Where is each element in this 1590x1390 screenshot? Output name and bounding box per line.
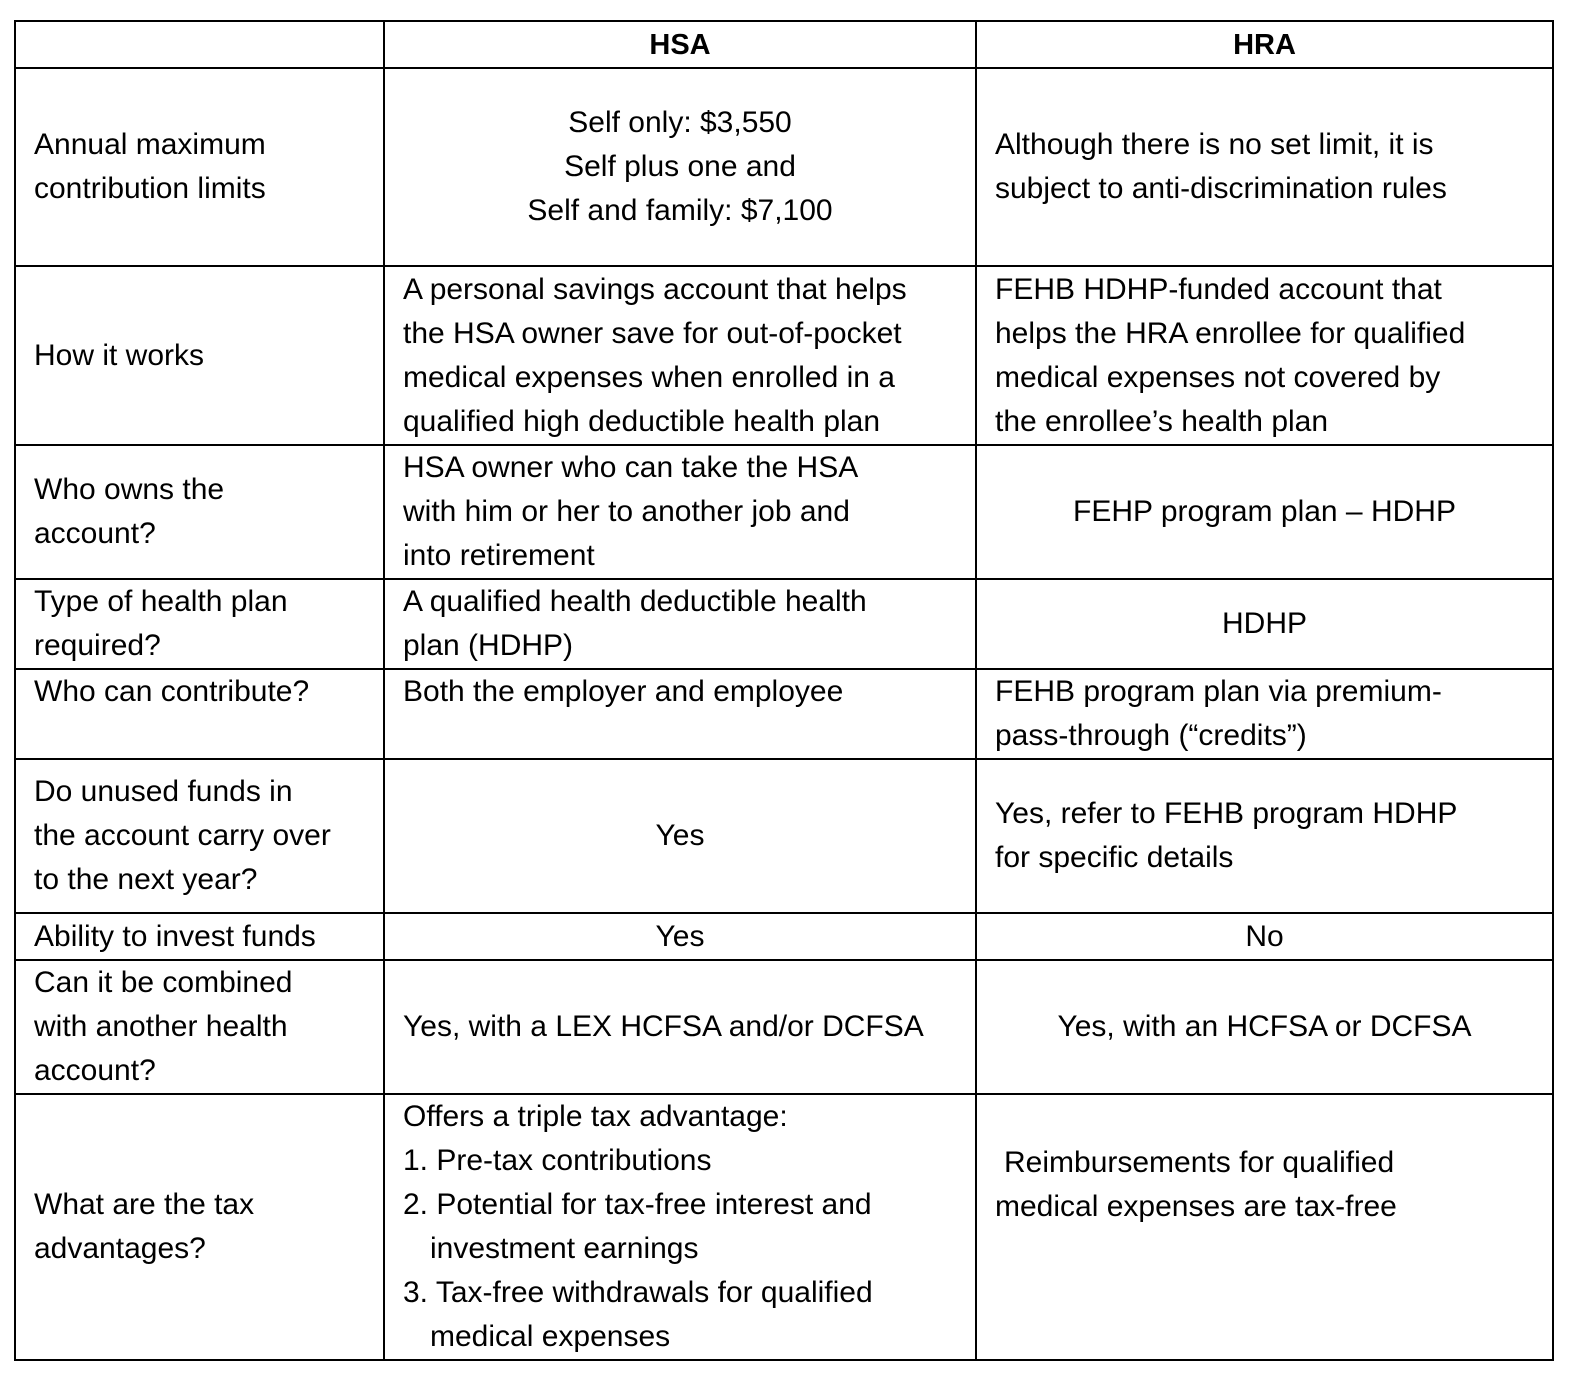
text-line: FEHB program plan via premium- bbox=[995, 675, 1442, 708]
table-row bbox=[15, 960, 1553, 1094]
text-line: Offers a triple tax advantage: bbox=[403, 1100, 788, 1133]
text-line: with him or her to another job and bbox=[403, 495, 850, 528]
text-line: A personal savings account that helps bbox=[403, 272, 907, 306]
row-label bbox=[15, 68, 384, 266]
hra-cell bbox=[976, 1094, 1553, 1360]
text-line: Both the employer and employee bbox=[403, 675, 844, 708]
hra-cell bbox=[976, 68, 1553, 266]
text-line: What are the tax bbox=[34, 1188, 255, 1221]
text-line: account? bbox=[34, 1054, 156, 1087]
text-line: qualified high deductible health plan bbox=[403, 404, 881, 438]
table-row bbox=[15, 1094, 1553, 1360]
text-line: Although there is no set limit, it is bbox=[995, 128, 1434, 161]
hra-cell bbox=[976, 669, 1553, 759]
hsa-cell bbox=[384, 445, 976, 579]
text-line: medical expenses not covered by bbox=[995, 360, 1441, 394]
text-line: medical expenses are tax-free bbox=[995, 1190, 1397, 1223]
text-line: Yes, with an HCFSA or DCFSA bbox=[1057, 1010, 1472, 1043]
hsa-cell bbox=[384, 1094, 976, 1360]
text-line: Who owns the bbox=[34, 473, 225, 506]
text-line: Who can contribute? bbox=[34, 675, 310, 708]
header-empty-cell bbox=[15, 21, 384, 68]
text-line: Self plus one and bbox=[564, 150, 796, 183]
text-line: with another health bbox=[34, 1010, 288, 1043]
table-row bbox=[15, 759, 1553, 913]
hsa-cell bbox=[384, 68, 976, 266]
row-label bbox=[15, 579, 384, 669]
hra-cell bbox=[976, 960, 1553, 1094]
text-line: Annual maximum bbox=[34, 128, 266, 161]
text-line: account? bbox=[34, 517, 156, 550]
hsa-cell bbox=[384, 759, 976, 913]
text-line: into retirement bbox=[403, 539, 595, 572]
text-line: plan (HDHP) bbox=[403, 629, 574, 662]
text-line: Yes bbox=[655, 919, 705, 953]
hra-cell bbox=[976, 445, 1553, 579]
hsa-cell bbox=[384, 579, 976, 669]
text-line: investment earnings bbox=[430, 1232, 699, 1265]
text-line: Yes bbox=[655, 819, 705, 852]
text-line: Type of health plan bbox=[34, 585, 288, 618]
text-line: the enrollee’s health plan bbox=[995, 404, 1329, 438]
hsa-cell bbox=[384, 960, 976, 1094]
text-line: for specific details bbox=[995, 841, 1234, 874]
row-label bbox=[15, 913, 384, 960]
table-header-row bbox=[15, 21, 1553, 68]
table-row bbox=[15, 68, 1553, 266]
hra-cell bbox=[976, 759, 1553, 913]
table-row bbox=[15, 445, 1553, 579]
text-line: Self and family: $7,100 bbox=[527, 194, 833, 227]
text-line: medical expenses bbox=[430, 1320, 671, 1353]
text-line: the HSA owner save for out-of-pocket bbox=[403, 316, 902, 350]
text-line: helps the HRA enrollee for qualified bbox=[995, 316, 1466, 350]
text-line: medical expenses when enrolled in a bbox=[403, 360, 895, 394]
row-label bbox=[15, 759, 384, 913]
row-label bbox=[15, 266, 384, 445]
table-row bbox=[15, 913, 1553, 960]
text-line: Yes, with a LEX HCFSA and/or DCFSA bbox=[403, 1010, 924, 1043]
header-hra: HRA bbox=[976, 21, 1553, 68]
text-line: Reimbursements for qualified bbox=[1004, 1146, 1395, 1179]
text-line: Do unused funds in bbox=[34, 775, 293, 808]
table-row bbox=[15, 579, 1553, 669]
text-line: Yes, refer to FEHB program HDHP bbox=[995, 797, 1458, 830]
table-row bbox=[15, 669, 1553, 759]
text-line: A qualified health deductible health bbox=[403, 585, 867, 618]
text-line: 3. Tax-free withdrawals for qualified bbox=[403, 1276, 873, 1309]
text-line: 2. Potential for tax-free interest and bbox=[403, 1188, 872, 1221]
text-line: Ability to invest funds bbox=[34, 919, 316, 953]
text-line: to the next year? bbox=[34, 863, 258, 896]
header-hsa: HSA bbox=[384, 21, 976, 68]
text-line: subject to anti-discrimination rules bbox=[995, 172, 1447, 205]
text-line: Can it be combined bbox=[34, 966, 293, 999]
row-label bbox=[15, 1094, 384, 1360]
row-label bbox=[15, 669, 384, 759]
text-line: HDHP bbox=[1221, 607, 1307, 640]
text-line: HSA owner who can take the HSA bbox=[403, 451, 859, 484]
text-line: No bbox=[1245, 919, 1284, 953]
hra-cell bbox=[976, 913, 1553, 960]
hsa-cell bbox=[384, 669, 976, 759]
text-line: FEHB HDHP-funded account that bbox=[995, 272, 1442, 306]
text-line: How it works bbox=[34, 338, 205, 372]
text-line: Self only: $3,550 bbox=[568, 106, 792, 139]
text-line: contribution limits bbox=[34, 172, 266, 205]
text-line: 1. Pre-tax contributions bbox=[403, 1144, 712, 1177]
table-row bbox=[15, 266, 1553, 445]
hsa-cell bbox=[384, 913, 976, 960]
hsa-hra-comparison-table bbox=[14, 20, 1554, 1361]
hsa-cell bbox=[384, 266, 976, 445]
text-line: required? bbox=[34, 629, 161, 662]
hra-cell bbox=[976, 579, 1553, 669]
text-line: the account carry over bbox=[34, 819, 331, 852]
hra-cell bbox=[976, 266, 1553, 445]
text-line: FEHP program plan – HDHP bbox=[1073, 495, 1456, 528]
text-line: pass-through (“credits”) bbox=[995, 719, 1307, 752]
row-label bbox=[15, 445, 384, 579]
text-line: advantages? bbox=[34, 1232, 206, 1265]
row-label bbox=[15, 960, 384, 1094]
